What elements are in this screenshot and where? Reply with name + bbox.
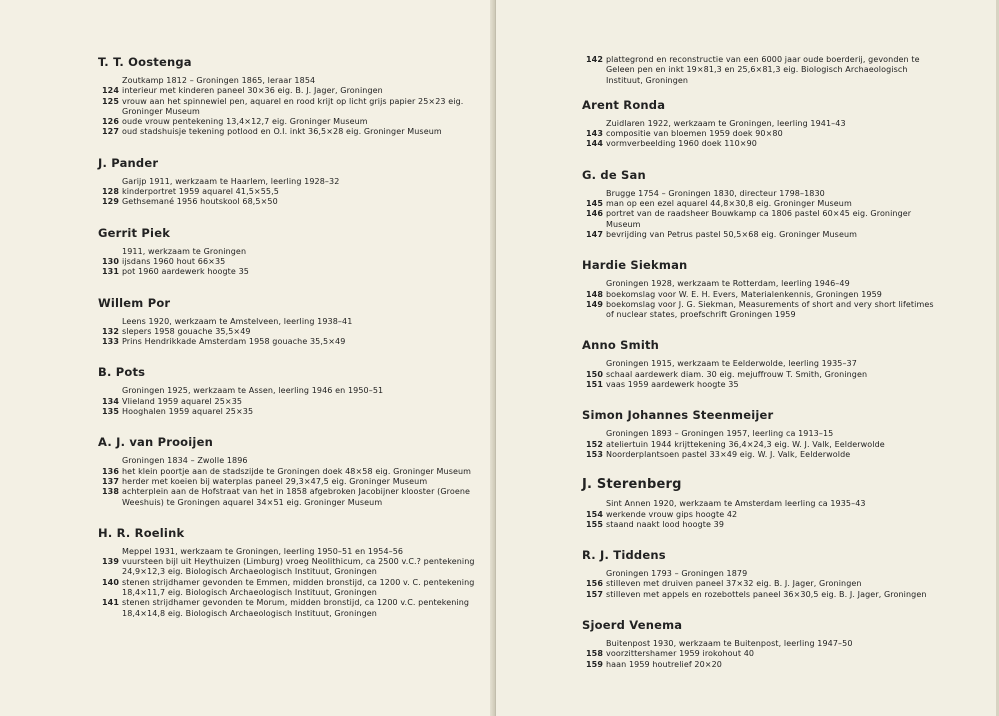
artist-bio: Groningen 1915, werkzaam te Eelderwolde, leerling 1935–37	[606, 359, 857, 369]
entry-number: 140	[102, 577, 119, 587]
artist-name: T. T. Oostenga	[98, 55, 192, 69]
entry-number: 129	[102, 197, 119, 207]
artist-bio: Meppel 1931, werkzaam te Groningen, leerling 1950–51 en 1954–56	[122, 546, 404, 556]
catalog-entry	[98, 487, 478, 508]
artist-name: G. de San	[582, 167, 646, 182]
catalog-entry	[582, 370, 939, 380]
catalog-entry	[98, 477, 478, 487]
entry-description: Hooghalen 1959 aquarel 25×35	[122, 407, 254, 417]
entry-description: haan 1959 houtrelief 20×20	[606, 659, 722, 669]
entry-description: stilleven met druiven paneel 37×32 eig. B. J. Jager, Groningen	[606, 579, 862, 589]
artist-entry	[98, 435, 478, 507]
entry-description: Noorderplantsoen pastel 33×49 eig. W. J. Valk, Eelderwolde	[606, 449, 851, 459]
entry-number: 154	[586, 509, 603, 519]
entry-number: 139	[102, 557, 119, 567]
artist-entry	[98, 226, 478, 278]
artist-name: H. R. Roelink	[98, 525, 185, 540]
entry-number: 138	[102, 487, 119, 497]
entry-number: 147	[586, 229, 603, 239]
catalog-entry	[582, 129, 939, 139]
artist-name: R. J. Tiddens	[582, 548, 666, 563]
artist-entry	[582, 258, 939, 320]
entry-description: stenen strijdhamer gevonden te Emmen, midden bronstijd, ca 1200 v. C. pentekening 18,4×11,7 eig. Biologisch Archaeologisch Instituut, Groningen	[122, 577, 475, 598]
entry-number: 146	[586, 209, 603, 219]
catalog-entry	[98, 127, 478, 137]
catalog-entry	[98, 327, 478, 337]
artist-name: Anno Smith	[582, 338, 660, 353]
entry-description: achterplein aan de Hofstraat van het in 1858 afgebroken Jacobijner klooster (Groene Weeshuis) te Groningen aquarel 34×51 eig. Groninger Museum	[122, 487, 471, 507]
artist-name: Gerrit Piek	[98, 225, 171, 240]
catalog-entry	[582, 579, 939, 589]
artist-bio: Groningen 1928, werkzaam te Rotterdam, leerling 1946–49	[606, 279, 850, 289]
artist-name: Arent Ronda	[582, 97, 666, 112]
entry-number: 149	[586, 299, 603, 309]
entry-number: 133	[102, 337, 119, 347]
artist-bio: Groningen 1793 – Groningen 1879	[606, 569, 748, 579]
left-page	[0, 0, 496, 716]
entry-description: Prins Hendrikkade Amsterdam 1958 gouache 35,5×49	[122, 337, 346, 347]
artist-bio: Sint Annen 1920, werkzaam te Amsterdam leerling ca 1935–43	[606, 499, 866, 509]
artist-bio: 1911, werkzaam te Groningen	[122, 246, 247, 256]
artist-bio: Groningen 1834 – Zwolle 1896	[122, 456, 248, 466]
entry-description: plattegrond en reconstructie van een 6000 jaar oude boerderij, gevonden te Geleen pen en inkt 19×81,3 en 25,6×81,3 eig. Biologisch Archaeologisch Instituut, Groningen	[606, 55, 920, 85]
entry-description: vrouw aan het spinnewiel pen, aquarel en rood krijt op licht grijs papier 25×23 eig. Groninger Museum	[122, 96, 464, 116]
artist-bio: Buitenpost 1930, werkzaam te Buitenpost, leerling 1947–50	[606, 639, 853, 649]
artist-entry	[582, 338, 939, 390]
catalog-entry	[582, 209, 939, 230]
artist-entry	[582, 618, 939, 670]
entry-description: portret van de raadsheer Bouwkamp ca 1806 pastel 60×45 eig. Groninger Museum	[606, 209, 912, 229]
artist-name: J. Pander	[98, 155, 159, 170]
catalog-entry	[98, 467, 478, 477]
artist-name: Hardie Siekman	[582, 258, 688, 273]
entry-description: schaal aardewerk diam. 30 eig. mejuffrouw T. Smith, Groningen	[606, 369, 868, 379]
entry-description: boekomslag voor W. E. H. Evers, Materialenkennis, Groningen 1959	[606, 289, 882, 299]
artist-entry	[582, 168, 939, 240]
entry-description: ijsdans 1960 hout 66×35	[122, 256, 226, 266]
entry-description: Vlieland 1959 aquarel 25×35	[122, 396, 243, 406]
entry-number: 137	[102, 476, 119, 486]
entry-number: 148	[586, 289, 603, 299]
catalog-entry	[98, 578, 478, 599]
artist-name: J. Sterenberg	[582, 477, 682, 493]
artist-bio: Groningen 1925, werkzaam te Assen, leerling 1946 en 1950–51	[122, 386, 384, 396]
entry-description: kinderportret 1959 aquarel 41,5×55,5	[122, 187, 279, 197]
entry-number: 152	[586, 439, 603, 449]
entry-description: herder met koeien bij waterplas paneel 29,3×47,5 eig. Groninger Museum	[122, 476, 428, 486]
entry-description: voorzittershamer 1959 irokohout 40	[606, 649, 755, 659]
entry-number: 135	[102, 407, 119, 417]
entry-number: 153	[586, 449, 603, 459]
entry-number: 128	[102, 187, 119, 197]
catalog-entry	[98, 337, 478, 347]
artist-entry	[98, 365, 478, 417]
entry-number: 159	[586, 659, 603, 669]
catalog-entry	[98, 407, 478, 417]
entry-number: 126	[102, 117, 119, 127]
entry-description: oud stadshuisje tekening potlood en O.I. inkt 36,5×28 eig. Groninger Museum	[122, 127, 442, 137]
entry-number: 157	[586, 589, 603, 599]
catalog-entry	[582, 139, 939, 149]
catalog-entry	[98, 197, 478, 207]
entry-description: oude vrouw pentekening 13,4×12,7 eig. Groninger Museum	[122, 117, 368, 127]
entry-description: vormverbeelding 1960 doek 110×90	[606, 139, 757, 149]
catalog-entry	[582, 380, 939, 390]
artist-name: A. J. van Prooijen	[98, 435, 213, 450]
entry-number: 132	[102, 326, 119, 336]
entry-description: ateliertuin 1944 krijttekening 36,4×24,3 eig. W. J. Valk, Eelderwolde	[606, 439, 885, 449]
catalog-entry	[98, 86, 478, 96]
catalog-entry	[98, 187, 478, 197]
entry-description: vaas 1959 aardewerk hoogte 35	[606, 380, 739, 390]
catalog-entry	[582, 510, 939, 520]
catalog-entry-continued	[582, 55, 939, 86]
artist-bio: Leens 1920, werkzaam te Amstelveen, leerling 1938–41	[122, 316, 353, 326]
entry-description: interieur met kinderen paneel 30×36 eig. B. J. Jager, Groningen	[122, 86, 383, 96]
entry-number: 136	[102, 466, 119, 476]
catalog-entry	[98, 267, 478, 277]
entry-description: werkende vrouw gips hoogte 42	[606, 509, 738, 519]
catalog-entry	[98, 97, 478, 118]
artist-bio: Zoutkamp 1812 – Groningen 1865, leraar 1854	[122, 76, 316, 85]
catalog-entry	[98, 397, 478, 407]
entry-number: 143	[586, 129, 603, 139]
entry-description: stenen strijdhamer gevonden te Morum, midden bronstijd, ca 1200 v.C. pentekening 18,4×14,8 eig. Biologisch Archaeologisch Instituut, Groningen	[122, 598, 470, 618]
entry-description: vuursteen bijl uit Heythuizen (Limburg) vroeg Neolithicum, ca 2500 v.C.? pentekening 24,9×12,3 eig. Biologisch Archaeologisch Instituut, Groningen	[122, 557, 475, 577]
artist-entry	[98, 156, 478, 208]
artist-bio: Brugge 1754 – Groningen 1830, directeur 1798–1830	[606, 188, 825, 198]
artist-bio: Zuidlaren 1922, werkzaam te Groningen, leerling 1941–43	[606, 118, 846, 128]
entry-number: 145	[586, 199, 603, 209]
catalog-entry	[582, 590, 939, 600]
artist-entry	[582, 98, 939, 150]
entry-number: 134	[102, 396, 119, 406]
entry-number: 142	[586, 55, 603, 64]
catalog-entry	[582, 520, 939, 530]
entry-description: stilleven met appels en rozebottels paneel 36×30,5 eig. B. J. Jager, Groningen	[606, 589, 927, 599]
artist-name: Simon Johannes Steenmeijer	[582, 408, 774, 423]
entry-number: 151	[586, 380, 603, 390]
artist-entry	[582, 478, 939, 530]
catalog-entry	[98, 598, 478, 619]
entry-description: man op een ezel aquarel 44,8×30,8 eig. Groninger Museum	[606, 199, 852, 209]
artist-name: Sjoerd Venema	[582, 618, 683, 633]
catalog-entry	[98, 257, 478, 267]
entry-description: boekomslag voor J. G. Siekman, Measurements of short and very short lifetimes of nuclear states, proefschrift Groningen 1959	[606, 299, 934, 320]
catalog-entry	[582, 660, 939, 670]
artist-name: B. Pots	[98, 365, 146, 380]
entry-number: 130	[102, 256, 119, 266]
entry-number: 127	[102, 127, 119, 137]
entry-description: slepers 1958 gouache 35,5×49	[122, 326, 251, 336]
catalog-entry	[582, 450, 939, 460]
entry-number: 131	[102, 267, 119, 277]
artist-bio: Groningen 1893 – Groningen 1957, leerling ca 1913–15	[606, 429, 834, 439]
catalog-entry	[98, 117, 478, 127]
entry-number: 158	[586, 649, 603, 659]
entry-number: 124	[102, 86, 119, 96]
artist-entry	[582, 408, 939, 460]
entry-number: 125	[102, 96, 119, 106]
catalog-entry	[582, 440, 939, 450]
catalog-entry	[582, 290, 939, 300]
entry-description: bevrijding van Petrus pastel 50,5×68 eig. Groninger Museum	[606, 229, 858, 239]
catalog-entry	[582, 199, 939, 209]
entry-description: Gethsemané 1956 houtskool 68,5×50	[122, 197, 278, 207]
entry-number: 141	[102, 598, 119, 608]
entry-number: 155	[586, 519, 603, 529]
artist-entry	[98, 55, 478, 138]
catalog-entry	[582, 230, 939, 240]
entry-description: staand naakt lood hoogte 39	[606, 519, 725, 529]
catalog-entry	[582, 300, 939, 321]
artist-list-right	[582, 98, 939, 670]
catalog-entry	[98, 557, 478, 578]
right-page	[496, 0, 999, 716]
entry-description: pot 1960 aardewerk hoogte 35	[122, 267, 249, 277]
artist-name: Willem Por	[98, 295, 171, 310]
artist-entry	[582, 548, 939, 600]
artist-entry	[98, 296, 478, 348]
catalog-entry	[582, 649, 939, 659]
entry-number: 144	[586, 139, 603, 149]
entry-description: compositie van bloemen 1959 doek 90×80	[606, 129, 783, 139]
entry-number: 156	[586, 579, 603, 589]
entry-number: 150	[586, 369, 603, 379]
artist-list-left	[98, 55, 478, 619]
entry-description: het klein poortje aan de stadszijde te Groningen doek 48×58 eig. Groninger Museum	[122, 466, 472, 476]
artist-bio: Garijp 1911, werkzaam te Haarlem, leerling 1928–32	[122, 176, 340, 186]
artist-entry	[98, 526, 478, 619]
